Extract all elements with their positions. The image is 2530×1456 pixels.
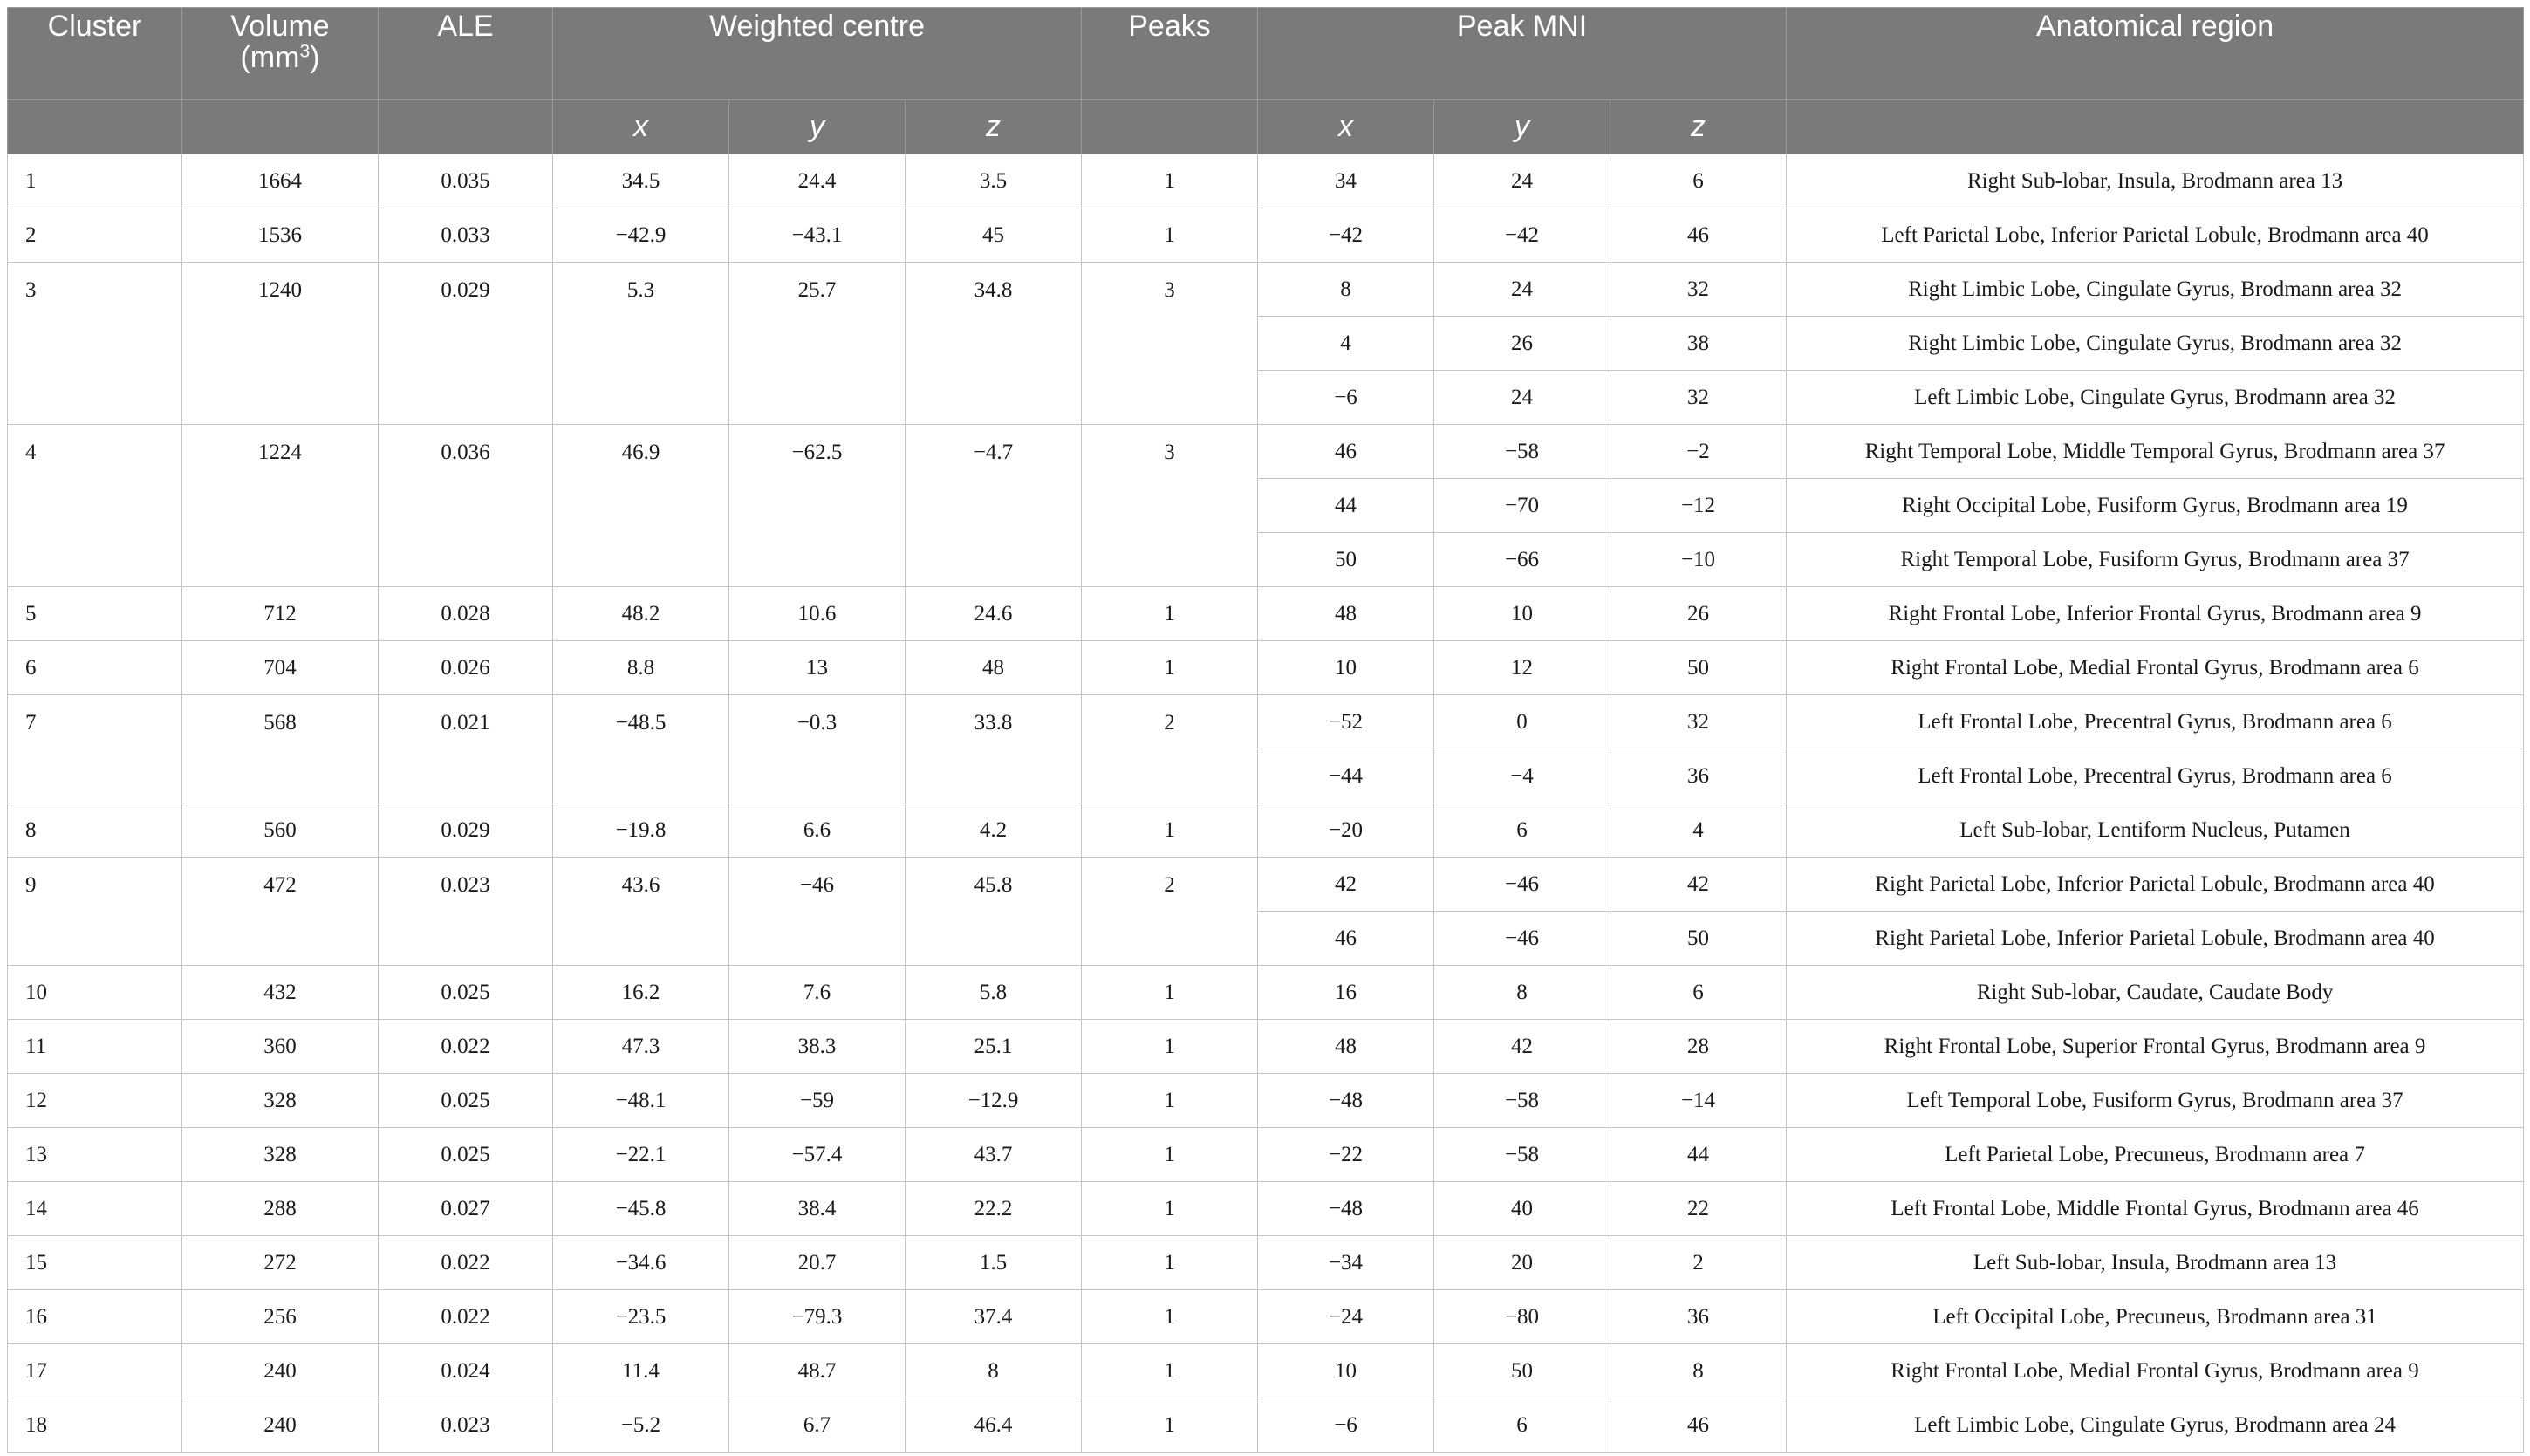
table-row <box>8 587 2524 641</box>
peak-x-cell: 42 <box>1258 858 1434 912</box>
peak-z-cell: 8 <box>1610 1344 1787 1398</box>
ale-cell: 0.025 <box>379 966 553 1020</box>
peak-z-cell: −10 <box>1610 533 1787 587</box>
table-row <box>8 858 2524 912</box>
peak-x-cell: 48 <box>1258 587 1434 641</box>
volume-cell: 704 <box>182 641 379 695</box>
ale-cell: 0.022 <box>379 1236 553 1290</box>
region-cell: Left Occipital Lobe, Precuneus, Brodmann area 31 <box>1787 1290 2524 1344</box>
ale-cell: 0.025 <box>379 1128 553 1182</box>
peak-x-cell: 48 <box>1258 1020 1434 1074</box>
peak-y-cell: 0 <box>1434 695 1610 749</box>
cluster-cell: 17 <box>8 1344 182 1398</box>
ale-cell: 0.021 <box>379 695 553 803</box>
ale-cell: 0.033 <box>379 208 553 263</box>
header-anatomical-region: Anatomical region <box>1787 8 2524 100</box>
table-row <box>8 154 2524 208</box>
peaks-count-cell: 1 <box>1082 803 1258 858</box>
ale-cell: 0.023 <box>379 858 553 966</box>
peak-y-cell: 6 <box>1434 803 1610 858</box>
volume-cell: 1536 <box>182 208 379 263</box>
weighted-z-cell: 45.8 <box>906 858 1082 966</box>
weighted-y-cell: −46 <box>729 858 906 966</box>
weighted-y-cell: 38.4 <box>729 1182 906 1236</box>
weighted-y-cell: −0.3 <box>729 695 906 803</box>
ale-cell: 0.035 <box>379 154 553 208</box>
weighted-x-cell: 34.5 <box>553 154 729 208</box>
weighted-y-cell: 6.7 <box>729 1398 906 1453</box>
peak-x-cell: −52 <box>1258 695 1434 749</box>
peak-x-cell: 16 <box>1258 966 1434 1020</box>
subheader-empty <box>8 100 182 154</box>
volume-cell: 432 <box>182 966 379 1020</box>
weighted-x-cell: −45.8 <box>553 1182 729 1236</box>
weighted-x-cell: −19.8 <box>553 803 729 858</box>
peak-x-cell: 50 <box>1258 533 1434 587</box>
subheader-empty <box>182 100 379 154</box>
peaks-count-cell: 1 <box>1082 641 1258 695</box>
weighted-z-cell: 37.4 <box>906 1290 1082 1344</box>
weighted-y-cell: 10.6 <box>729 587 906 641</box>
region-cell: Right Frontal Lobe, Inferior Frontal Gyrus, Brodmann area 9 <box>1787 587 2524 641</box>
peak-x-cell: −20 <box>1258 803 1434 858</box>
peak-y-cell: −70 <box>1434 479 1610 533</box>
weighted-z-cell: 22.2 <box>906 1182 1082 1236</box>
region-cell: Right Parietal Lobe, Inferior Parietal Lobule, Brodmann area 40 <box>1787 912 2524 966</box>
subheader-empty <box>1787 100 2524 154</box>
peaks-count-cell: 1 <box>1082 966 1258 1020</box>
volume-cell: 240 <box>182 1344 379 1398</box>
peak-y-cell: 40 <box>1434 1182 1610 1236</box>
peak-y-cell: 24 <box>1434 154 1610 208</box>
region-cell: Left Frontal Lobe, Middle Frontal Gyrus, Brodmann area 46 <box>1787 1182 2524 1236</box>
peak-x-cell: 46 <box>1258 425 1434 479</box>
region-cell: Right Limbic Lobe, Cingulate Gyrus, Brodmann area 32 <box>1787 317 2524 371</box>
peak-x-cell: −42 <box>1258 208 1434 263</box>
volume-cell: 360 <box>182 1020 379 1074</box>
weighted-y-cell: 6.6 <box>729 803 906 858</box>
peak-z-cell: 22 <box>1610 1182 1787 1236</box>
region-cell: Right Occipital Lobe, Fusiform Gyrus, Brodmann area 19 <box>1787 479 2524 533</box>
peak-y-cell: 20 <box>1434 1236 1610 1290</box>
peak-x-cell: 44 <box>1258 479 1434 533</box>
cluster-cell: 9 <box>8 858 182 966</box>
peak-x-cell: −34 <box>1258 1236 1434 1290</box>
volume-cell: 568 <box>182 695 379 803</box>
cluster-cell: 2 <box>8 208 182 263</box>
weighted-y-cell: 48.7 <box>729 1344 906 1398</box>
weighted-x-cell: 11.4 <box>553 1344 729 1398</box>
region-cell: Right Frontal Lobe, Superior Frontal Gyrus, Brodmann area 9 <box>1787 1020 2524 1074</box>
peak-z-cell: 36 <box>1610 1290 1787 1344</box>
region-cell: Left Parietal Lobe, Inferior Parietal Lobule, Brodmann area 40 <box>1787 208 2524 263</box>
region-cell: Right Temporal Lobe, Middle Temporal Gyrus, Brodmann area 37 <box>1787 425 2524 479</box>
cluster-cell: 16 <box>8 1290 182 1344</box>
region-cell: Right Sub-lobar, Caudate, Caudate Body <box>1787 966 2524 1020</box>
cluster-cell: 8 <box>8 803 182 858</box>
cluster-cell: 11 <box>8 1020 182 1074</box>
header-volume <box>182 8 379 100</box>
weighted-x-cell: 47.3 <box>553 1020 729 1074</box>
table-row <box>8 1236 2524 1290</box>
table-row <box>8 1074 2524 1128</box>
peak-y-cell: 42 <box>1434 1020 1610 1074</box>
peak-x-cell: 10 <box>1258 1344 1434 1398</box>
header-cluster: Cluster <box>8 8 182 100</box>
peak-z-cell: −2 <box>1610 425 1787 479</box>
peak-z-cell: 2 <box>1610 1236 1787 1290</box>
ale-cell: 0.026 <box>379 641 553 695</box>
region-cell: Left Sub-lobar, Lentiform Nucleus, Putamen <box>1787 803 2524 858</box>
cluster-cell: 4 <box>8 425 182 587</box>
peak-y-cell: −80 <box>1434 1290 1610 1344</box>
region-cell: Left Limbic Lobe, Cingulate Gyrus, Brodmann area 32 <box>1787 371 2524 425</box>
region-cell: Right Frontal Lobe, Medial Frontal Gyrus, Brodmann area 6 <box>1787 641 2524 695</box>
peak-x-cell: −24 <box>1258 1290 1434 1344</box>
weighted-z-cell: 45 <box>906 208 1082 263</box>
peak-y-cell: −42 <box>1434 208 1610 263</box>
peak-x-cell: −48 <box>1258 1074 1434 1128</box>
weighted-z-cell: −4.7 <box>906 425 1082 587</box>
cluster-cell: 18 <box>8 1398 182 1453</box>
table-row <box>8 1290 2524 1344</box>
subheader-weighted-y: y <box>729 100 906 154</box>
peaks-count-cell: 1 <box>1082 1344 1258 1398</box>
ale-results-table <box>7 7 2524 1453</box>
peak-x-cell: −48 <box>1258 1182 1434 1236</box>
table-row <box>8 1128 2524 1182</box>
header-row <box>8 8 2524 100</box>
peak-x-cell: 46 <box>1258 912 1434 966</box>
subheader-weighted-z: z <box>906 100 1082 154</box>
region-cell: Right Temporal Lobe, Fusiform Gyrus, Brodmann area 37 <box>1787 533 2524 587</box>
cluster-cell: 6 <box>8 641 182 695</box>
peak-x-cell: 4 <box>1258 317 1434 371</box>
peak-z-cell: 50 <box>1610 912 1787 966</box>
weighted-x-cell: 8.8 <box>553 641 729 695</box>
region-cell: Left Frontal Lobe, Precentral Gyrus, Brodmann area 6 <box>1787 749 2524 803</box>
peak-y-cell: −46 <box>1434 858 1610 912</box>
table-body <box>8 154 2524 1453</box>
peak-z-cell: 44 <box>1610 1128 1787 1182</box>
header-peaks: Peaks <box>1082 8 1258 100</box>
table-row <box>8 695 2524 749</box>
subheader-peak-x: x <box>1258 100 1434 154</box>
peaks-count-cell: 1 <box>1082 1074 1258 1128</box>
table-row <box>8 208 2524 263</box>
peaks-count-cell: 1 <box>1082 1128 1258 1182</box>
weighted-x-cell: 5.3 <box>553 263 729 425</box>
region-cell: Right Parietal Lobe, Inferior Parietal Lobule, Brodmann area 40 <box>1787 858 2524 912</box>
peaks-count-cell: 3 <box>1082 425 1258 587</box>
cluster-cell: 10 <box>8 966 182 1020</box>
header-ale: ALE <box>379 8 553 100</box>
volume-cell: 1240 <box>182 263 379 425</box>
peaks-count-cell: 2 <box>1082 858 1258 966</box>
peak-z-cell: 46 <box>1610 208 1787 263</box>
peak-y-cell: 24 <box>1434 263 1610 317</box>
peaks-count-cell: 1 <box>1082 154 1258 208</box>
ale-cell: 0.024 <box>379 1344 553 1398</box>
peaks-count-cell: 1 <box>1082 1290 1258 1344</box>
weighted-y-cell: 7.6 <box>729 966 906 1020</box>
subheader-peak-y: y <box>1434 100 1610 154</box>
peak-z-cell: −14 <box>1610 1074 1787 1128</box>
peak-x-cell: −6 <box>1258 371 1434 425</box>
header-volume-label: Volume <box>230 10 330 43</box>
subheader-row <box>8 100 2524 154</box>
weighted-z-cell: 8 <box>906 1344 1082 1398</box>
weighted-x-cell: 48.2 <box>553 587 729 641</box>
weighted-z-cell: 4.2 <box>906 803 1082 858</box>
region-cell: Right Sub-lobar, Insula, Brodmann area 13 <box>1787 154 2524 208</box>
weighted-y-cell: 13 <box>729 641 906 695</box>
volume-cell: 288 <box>182 1182 379 1236</box>
region-cell: Right Frontal Lobe, Medial Frontal Gyrus, Brodmann area 9 <box>1787 1344 2524 1398</box>
volume-cell: 1664 <box>182 154 379 208</box>
peak-z-cell: 4 <box>1610 803 1787 858</box>
peak-y-cell: −58 <box>1434 425 1610 479</box>
header-volume-unit-close: ) <box>310 40 320 74</box>
peak-y-cell: −58 <box>1434 1128 1610 1182</box>
volume-cell: 472 <box>182 858 379 966</box>
weighted-y-cell: −43.1 <box>729 208 906 263</box>
weighted-y-cell: 38.3 <box>729 1020 906 1074</box>
region-cell: Left Frontal Lobe, Precentral Gyrus, Brodmann area 6 <box>1787 695 2524 749</box>
peaks-count-cell: 1 <box>1082 208 1258 263</box>
weighted-y-cell: −59 <box>729 1074 906 1128</box>
peak-z-cell: −12 <box>1610 479 1787 533</box>
peak-y-cell: 8 <box>1434 966 1610 1020</box>
volume-cell: 328 <box>182 1074 379 1128</box>
weighted-x-cell: 16.2 <box>553 966 729 1020</box>
peak-z-cell: 32 <box>1610 263 1787 317</box>
volume-cell: 712 <box>182 587 379 641</box>
weighted-z-cell: 5.8 <box>906 966 1082 1020</box>
weighted-x-cell: −22.1 <box>553 1128 729 1182</box>
weighted-y-cell: −57.4 <box>729 1128 906 1182</box>
cluster-cell: 12 <box>8 1074 182 1128</box>
table-row <box>8 263 2524 317</box>
peak-z-cell: 36 <box>1610 749 1787 803</box>
peak-z-cell: 46 <box>1610 1398 1787 1453</box>
ale-cell: 0.028 <box>379 587 553 641</box>
peak-y-cell: −58 <box>1434 1074 1610 1128</box>
table-row <box>8 1020 2524 1074</box>
subheader-weighted-x: x <box>553 100 729 154</box>
weighted-y-cell: 24.4 <box>729 154 906 208</box>
peak-y-cell: 26 <box>1434 317 1610 371</box>
peak-z-cell: 42 <box>1610 858 1787 912</box>
table-row <box>8 425 2524 479</box>
ale-cell: 0.022 <box>379 1290 553 1344</box>
ale-cell: 0.029 <box>379 263 553 425</box>
peak-z-cell: 6 <box>1610 966 1787 1020</box>
peak-y-cell: 12 <box>1434 641 1610 695</box>
ale-cell: 0.029 <box>379 803 553 858</box>
table-row <box>8 1344 2524 1398</box>
weighted-z-cell: 34.8 <box>906 263 1082 425</box>
peak-y-cell: −46 <box>1434 912 1610 966</box>
cluster-cell: 1 <box>8 154 182 208</box>
table-row <box>8 1182 2524 1236</box>
peak-z-cell: 38 <box>1610 317 1787 371</box>
volume-cell: 272 <box>182 1236 379 1290</box>
peaks-count-cell: 1 <box>1082 1236 1258 1290</box>
weighted-x-cell: 43.6 <box>553 858 729 966</box>
volume-cell: 240 <box>182 1398 379 1453</box>
region-cell: Left Limbic Lobe, Cingulate Gyrus, Brodmann area 24 <box>1787 1398 2524 1453</box>
region-cell: Left Temporal Lobe, Fusiform Gyrus, Brodmann area 37 <box>1787 1074 2524 1128</box>
region-cell: Left Parietal Lobe, Precuneus, Brodmann area 7 <box>1787 1128 2524 1182</box>
peak-z-cell: 32 <box>1610 371 1787 425</box>
header-volume-unit <box>240 41 319 74</box>
ale-cell: 0.022 <box>379 1020 553 1074</box>
peak-z-cell: 32 <box>1610 695 1787 749</box>
table-row <box>8 966 2524 1020</box>
header-volume-unit-exponent: 3 <box>299 41 311 62</box>
cluster-cell: 7 <box>8 695 182 803</box>
table-row <box>8 641 2524 695</box>
region-cell: Right Limbic Lobe, Cingulate Gyrus, Brodmann area 32 <box>1787 263 2524 317</box>
peak-y-cell: 10 <box>1434 587 1610 641</box>
peak-y-cell: 6 <box>1434 1398 1610 1453</box>
peak-x-cell: 8 <box>1258 263 1434 317</box>
subheader-empty <box>1082 100 1258 154</box>
peak-z-cell: 28 <box>1610 1020 1787 1074</box>
weighted-z-cell: 25.1 <box>906 1020 1082 1074</box>
weighted-x-cell: −42.9 <box>553 208 729 263</box>
weighted-x-cell: −48.1 <box>553 1074 729 1128</box>
volume-cell: 560 <box>182 803 379 858</box>
volume-cell: 328 <box>182 1128 379 1182</box>
ale-cell: 0.023 <box>379 1398 553 1453</box>
weighted-x-cell: −23.5 <box>553 1290 729 1344</box>
cluster-cell: 5 <box>8 587 182 641</box>
peaks-count-cell: 1 <box>1082 587 1258 641</box>
weighted-x-cell: −34.6 <box>553 1236 729 1290</box>
cluster-cell: 14 <box>8 1182 182 1236</box>
peaks-count-cell: 2 <box>1082 695 1258 803</box>
peaks-count-cell: 1 <box>1082 1020 1258 1074</box>
cluster-cell: 3 <box>8 263 182 425</box>
subheader-peak-z: z <box>1610 100 1787 154</box>
subheader-empty <box>379 100 553 154</box>
header-weighted-centre: Weighted centre <box>553 8 1082 100</box>
ale-cell: 0.025 <box>379 1074 553 1128</box>
weighted-y-cell: −79.3 <box>729 1290 906 1344</box>
volume-cell: 1224 <box>182 425 379 587</box>
cluster-cell: 13 <box>8 1128 182 1182</box>
peaks-count-cell: 1 <box>1082 1398 1258 1453</box>
peak-x-cell: 10 <box>1258 641 1434 695</box>
peak-z-cell: 26 <box>1610 587 1787 641</box>
weighted-y-cell: −62.5 <box>729 425 906 587</box>
weighted-x-cell: −5.2 <box>553 1398 729 1453</box>
peak-y-cell: −66 <box>1434 533 1610 587</box>
weighted-y-cell: 20.7 <box>729 1236 906 1290</box>
peaks-count-cell: 3 <box>1082 263 1258 425</box>
weighted-z-cell: 46.4 <box>906 1398 1082 1453</box>
peak-x-cell: −22 <box>1258 1128 1434 1182</box>
weighted-z-cell: 48 <box>906 641 1082 695</box>
weighted-z-cell: 43.7 <box>906 1128 1082 1182</box>
weighted-z-cell: 33.8 <box>906 695 1082 803</box>
table-row <box>8 1398 2524 1453</box>
peak-y-cell: 50 <box>1434 1344 1610 1398</box>
region-cell: Left Sub-lobar, Insula, Brodmann area 13 <box>1787 1236 2524 1290</box>
peak-y-cell: −4 <box>1434 749 1610 803</box>
header-peak-mni: Peak MNI <box>1258 8 1787 100</box>
header-volume-unit-base: (mm <box>240 40 300 74</box>
weighted-x-cell: −48.5 <box>553 695 729 803</box>
weighted-x-cell: 46.9 <box>553 425 729 587</box>
volume-cell: 256 <box>182 1290 379 1344</box>
weighted-z-cell: 3.5 <box>906 154 1082 208</box>
peak-z-cell: 6 <box>1610 154 1787 208</box>
cluster-cell: 15 <box>8 1236 182 1290</box>
ale-cell: 0.036 <box>379 425 553 587</box>
ale-cell: 0.027 <box>379 1182 553 1236</box>
weighted-z-cell: 24.6 <box>906 587 1082 641</box>
weighted-z-cell: −12.9 <box>906 1074 1082 1128</box>
weighted-y-cell: 25.7 <box>729 263 906 425</box>
peak-x-cell: −6 <box>1258 1398 1434 1453</box>
peaks-count-cell: 1 <box>1082 1182 1258 1236</box>
weighted-z-cell: 1.5 <box>906 1236 1082 1290</box>
peak-y-cell: 24 <box>1434 371 1610 425</box>
peak-x-cell: −44 <box>1258 749 1434 803</box>
table-row <box>8 803 2524 858</box>
peak-x-cell: 34 <box>1258 154 1434 208</box>
peak-z-cell: 50 <box>1610 641 1787 695</box>
